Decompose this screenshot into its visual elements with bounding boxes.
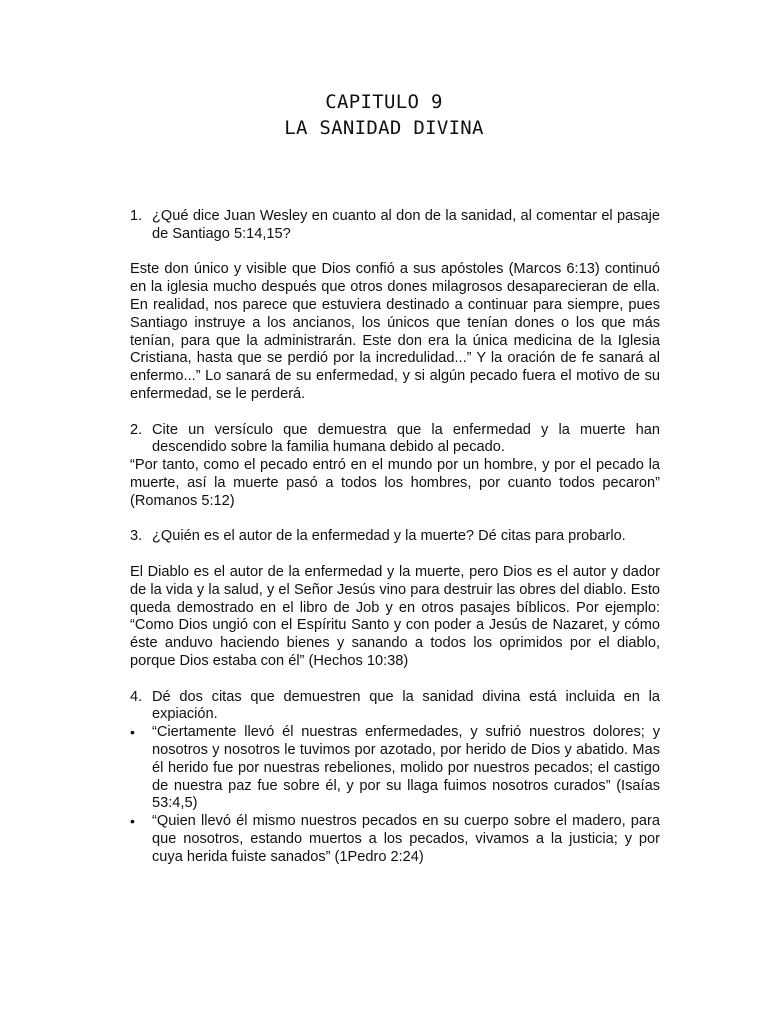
bullet-icon: • — [130, 813, 135, 830]
answer-4-bullet-1 — [130, 724, 660, 813]
question-3-number: 3. — [130, 528, 143, 545]
question-1-number: 1. — [130, 208, 143, 224]
question-4-text: Dé dos citas que demuestren que la sanidad divina está incluida en la expiación. — [152, 688, 660, 723]
bullet-icon: • — [130, 724, 135, 741]
chapter-title-heading: LA SANIDAD DIVINA — [284, 117, 484, 139]
question-1-text: ¿Qué dice Juan Wesley en cuanto al don de la sanidad, al comentar el pasaje de Santiago 5:14,15? — [152, 208, 660, 242]
answer-4-quote-2: “Quien llevó él mismo nuestros pecados en su cuerpo sobre el madero, para que nosotros, estando muertos a los pecados, vivamos a la justicia; y por cuya herida fuiste sanados” (1Pedro 2:24) — [152, 813, 660, 865]
answer-2: “Por tanto, como el pecado entró en el mundo por un hombre, y por el pecado la muerte, así la muerte pasó a todos los hombres, por cuanto todos pecaron” (Romanos 5:12) — [130, 457, 660, 509]
question-1 — [130, 208, 660, 244]
question-2-number: 2. — [130, 421, 143, 438]
answer-1: Este don único y visible que Dios confió a sus apóstoles (Marcos 6:13) continuó en la iglesia mucho después que otros dones milagrosos desaparecieran de ella. En realidad, nos parece que estuviera destinado a continuar para siempre, pues Santiago instruye a los ancianos, los únicos que tenían dones o los que más tenían, para que la administrarán. Este don era la única medicina de la Iglesia Cristiana, hasta que se perdió por la incredulidad...” Y la oración de fe sanará al enfermo...” Lo sanará de su enfermedad, y si algún pecado fuera el motivo de su enfermedad, se le perderá. — [130, 261, 660, 402]
answer-4-bullet-2 — [130, 813, 660, 866]
question-2 — [130, 422, 660, 458]
question-3-text: ¿Quién es el autor de la enfermedad y la muerte? Dé citas para probarlo. — [152, 528, 626, 545]
answer-4-quote-1: “Ciertamente llevó él nuestras enfermedades, y sufrió nuestros dolores; y nosotros y nosotros le tuvimos por azotado, por herido de Dios y abatido. Mas él herido fue por nuestras rebeliones, molido por nuestros pecados; el castigo de nuestra paz fue sobre él, y por su llaga fuimos nosotros curados” (Isaías 53:4,5) — [152, 724, 660, 812]
document-body — [130, 208, 660, 866]
question-4 — [130, 689, 660, 725]
question-2-text: Cite un versículo que demuestra que la enfermedad y la muerte han descendido sobre la familia humana debido al pecado. — [152, 421, 660, 456]
chapter-number-heading: CAPITULO 9 — [325, 91, 443, 113]
question-4-number: 4. — [130, 688, 143, 705]
question-3 — [130, 528, 660, 546]
answer-3: El Diablo es el autor de la enfermedad y la muerte, pero Dios es el autor y dador de la vida y la salud, y el Señor Jesús vino para destruir las obres del diablo. Esto queda demostrado en el libro de Job y en otros pasajes bíblicos. Por ejemplo: “Como Dios ungió con el Espíritu Santo y con poder a Jesús de Nazaret, y cómo éste anduvo haciendo bienes y sanando a todos los oprimidos por el diablo, porque Dios estaba con él” (Hechos 10:38) — [130, 563, 660, 669]
